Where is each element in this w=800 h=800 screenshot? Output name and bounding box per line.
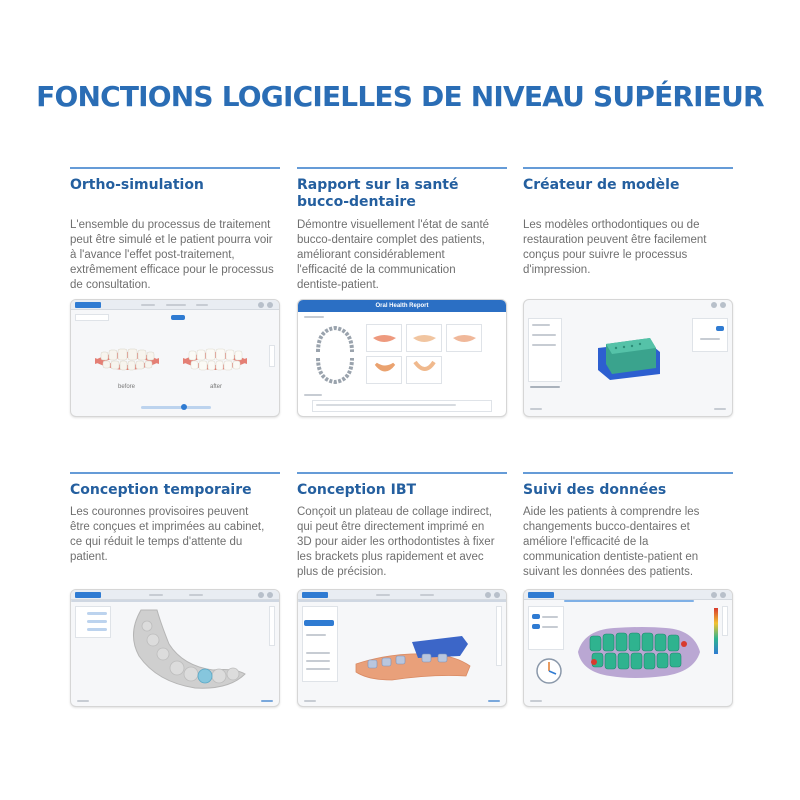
model-creator-screenshot — [523, 299, 733, 417]
ibt-design-screenshot — [297, 589, 507, 707]
feature-card-data-tracking — [523, 472, 733, 578]
feature-card-ortho-simulation — [70, 167, 280, 390]
card-divider — [523, 472, 733, 474]
feature-description: Démontre visuellement l'état de santé bucco-dentaire complet des patients, améliorant considérablement l'efficacité de la communication dentiste-patient. — [297, 219, 490, 291]
feature-description: L'ensemble du processus de traitement peut être simulé et le patient pourra voir à l'avance l'effet post-traitement, extrêmement efficace pour le processus de consultation. — [70, 219, 274, 291]
feature-card-ibt-design — [297, 472, 507, 578]
report-header: Oral Health Report — [298, 300, 506, 312]
feature-card-oral-health-report — [297, 167, 507, 309]
feature-description: Aide les patients à comprendre les changements bucco-dentaires et améliore l'efficacité de la communication dentiste-patient en suivant les données des patients. — [523, 506, 700, 578]
bracket-tray-image — [352, 634, 482, 690]
feature-title: Ortho-simulation — [70, 177, 204, 193]
data-tracking-screenshot — [523, 589, 733, 707]
dental-heatmap-image — [574, 622, 704, 682]
timeline-slider[interactable] — [141, 406, 211, 409]
before-label: before — [118, 384, 136, 390]
feature-title: Créateur de modèle — [523, 177, 680, 193]
card-divider — [523, 167, 733, 169]
feature-title: Rapport sur la santé bucco-dentaire — [297, 177, 459, 210]
sidebar-button[interactable] — [304, 620, 334, 626]
app-logo — [302, 592, 328, 598]
feature-description: Les couronnes provisoires peuvent être conçues et imprimées au cabinet, ce qui réduit le temps d'attente du patient. — [70, 506, 265, 563]
page-title: FONCTIONS LOGICIELLES DE NIVEAU SUPÉRIEUR — [36, 80, 764, 113]
teeth-before-image — [91, 340, 163, 380]
card-divider — [70, 167, 280, 169]
app-logo — [75, 592, 101, 598]
feature-title: Conception IBT — [297, 482, 417, 498]
app-logo — [75, 302, 101, 308]
feature-card-temporary-design — [70, 472, 280, 563]
clock-dial-icon — [534, 656, 564, 686]
color-scale-legend — [714, 608, 718, 654]
teeth-after-image — [179, 340, 251, 380]
feature-description: Conçoit un plateau de collage indirect, qui peut être directement imprimé en 3D pour aider les orthodontistes à fixer les brackets plus rapidement et avec plus de précision. — [297, 506, 495, 578]
feature-description: Les modèles orthodontiques ou de restauration peuvent être facilement conçus pour suivre le processus d'impression. — [523, 219, 707, 276]
app-logo — [528, 592, 554, 598]
after-label: after — [210, 384, 223, 390]
card-divider — [297, 472, 507, 474]
tooth-chart-icon — [310, 324, 360, 386]
dental-model-image — [594, 334, 666, 384]
crown-model-image — [117, 604, 257, 694]
ortho-simulation-screenshot — [70, 299, 280, 417]
card-divider — [70, 472, 280, 474]
oral-health-report-screenshot — [297, 299, 507, 417]
card-divider — [297, 167, 507, 169]
temporary-design-screenshot — [70, 589, 280, 707]
timeline-handle[interactable] — [181, 404, 187, 410]
feature-title: Conception temporaire — [70, 482, 252, 498]
toolbar-button[interactable] — [716, 326, 724, 331]
feature-title: Suivi des données — [523, 482, 667, 498]
feature-card-model-creator — [523, 167, 733, 276]
